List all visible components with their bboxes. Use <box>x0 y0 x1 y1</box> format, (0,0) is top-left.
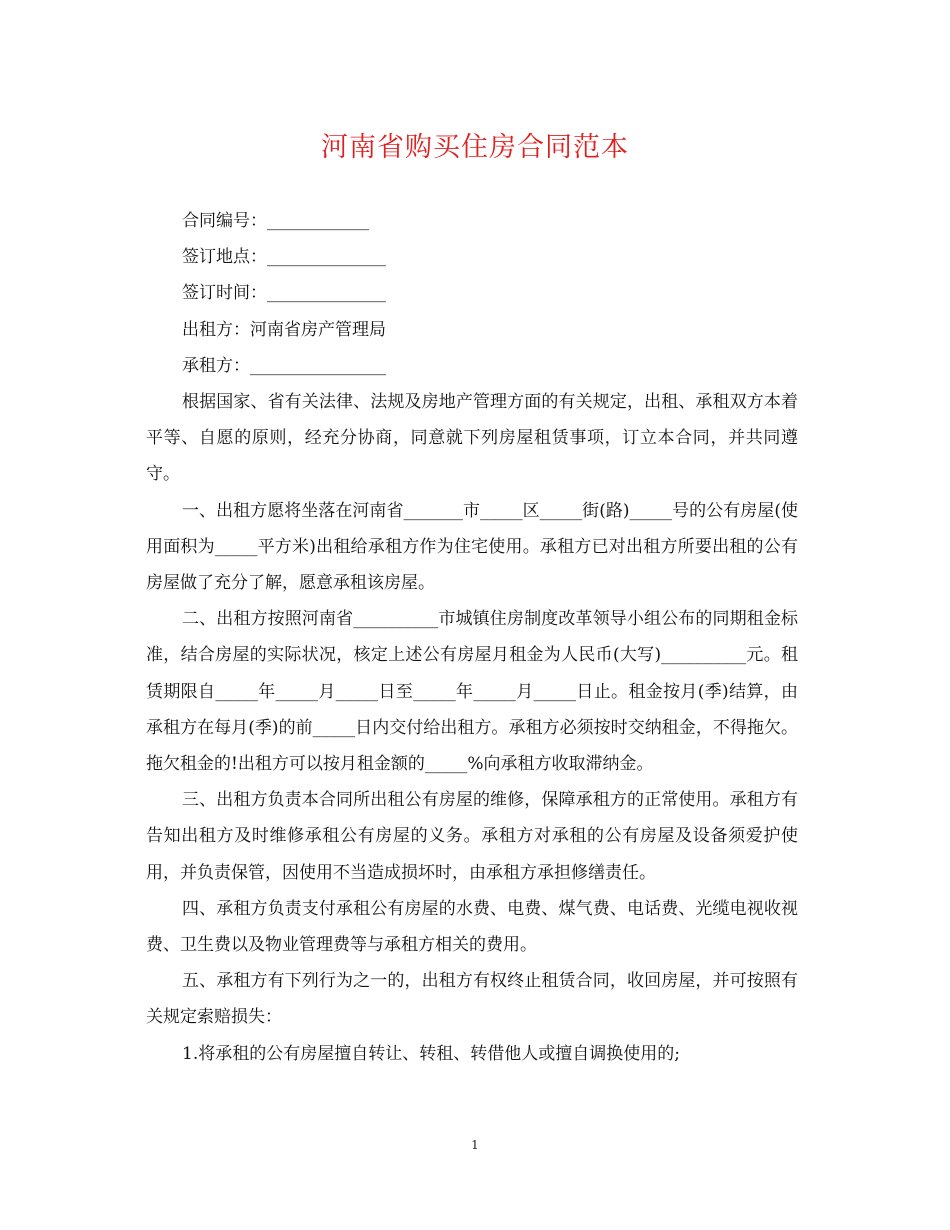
page-number: 1 <box>471 1138 479 1152</box>
document-title: 河南省购买住房合同范本 <box>321 132 629 163</box>
clause-4-paragraph: 四、承租方负责支付承租公有房屋的水费、电费、煤气费、电话费、光缆电视收视费、卫生费以及物业管理费等与承租方相关的费用。 <box>146 898 798 956</box>
document-body <box>146 203 798 1072</box>
signing-place-field: 签订地点：______________ <box>182 247 386 268</box>
lessee-field: 承租方：________________ <box>182 355 386 376</box>
clause-1-paragraph: 一、出租方愿将坐落在河南省_______市_____区_____街(路)_____号的公有房屋(使用面积为_____平方米)出租给承租方作为住宅使用。承租方已对出租方所要出租的公有房屋做了充分了解，愿意承租该房屋。 <box>146 500 798 594</box>
clause-3-paragraph: 三、出租方负责本合同所出租公有房屋的维修，保障承租方的正常使用。承租方有告知出租方及时维修承租公有房屋的义务。承租方对承租的公有房屋及设备须爱护使用，并负责保管，因使用不当造成损坏时，由承租方承担修缮责任。 <box>146 790 798 883</box>
intro-paragraph: 根据国家、省有关法律、法规及房地产管理方面的有关规定，出租、承租双方本着平等、自愿的原则，经充分协商，同意就下列房屋租赁事项，订立本合同，并共同遵守。 <box>146 392 798 485</box>
signing-time-field: 签订时间：______________ <box>182 283 386 304</box>
clause-2-paragraph: 二、出租方按照河南省__________市城镇住房制度改革领导小组公布的同期租金标准，结合房屋的实际状况，核定上述公有房屋月租金为人民币(大写)__________元。租赁期限自_____年_____月_____日至_____年_____月_____日止。租金按月(季)结算，由承租方在每月(季)的前_____日内交付给出租方。承租方必须按时交纳租金，不得拖欠。拖欠租金的!出租方可以按月租金额的_____%向承租方收取滞纳金。 <box>146 609 798 775</box>
clause-5-item-1: 1.将承租的公有房屋擅自转让、转租、转借他人或擅自调换使用的; <box>182 1043 680 1064</box>
contract-number-field: 合同编号：____________ <box>182 211 369 231</box>
clause-5-paragraph: 五、承租方有下列行为之一的，出租方有权终止租赁合同，收回房屋，并可按照有关规定索赔损失： <box>146 971 798 1028</box>
lessor-field: 出租方：河南省房产管理局 <box>182 319 386 340</box>
